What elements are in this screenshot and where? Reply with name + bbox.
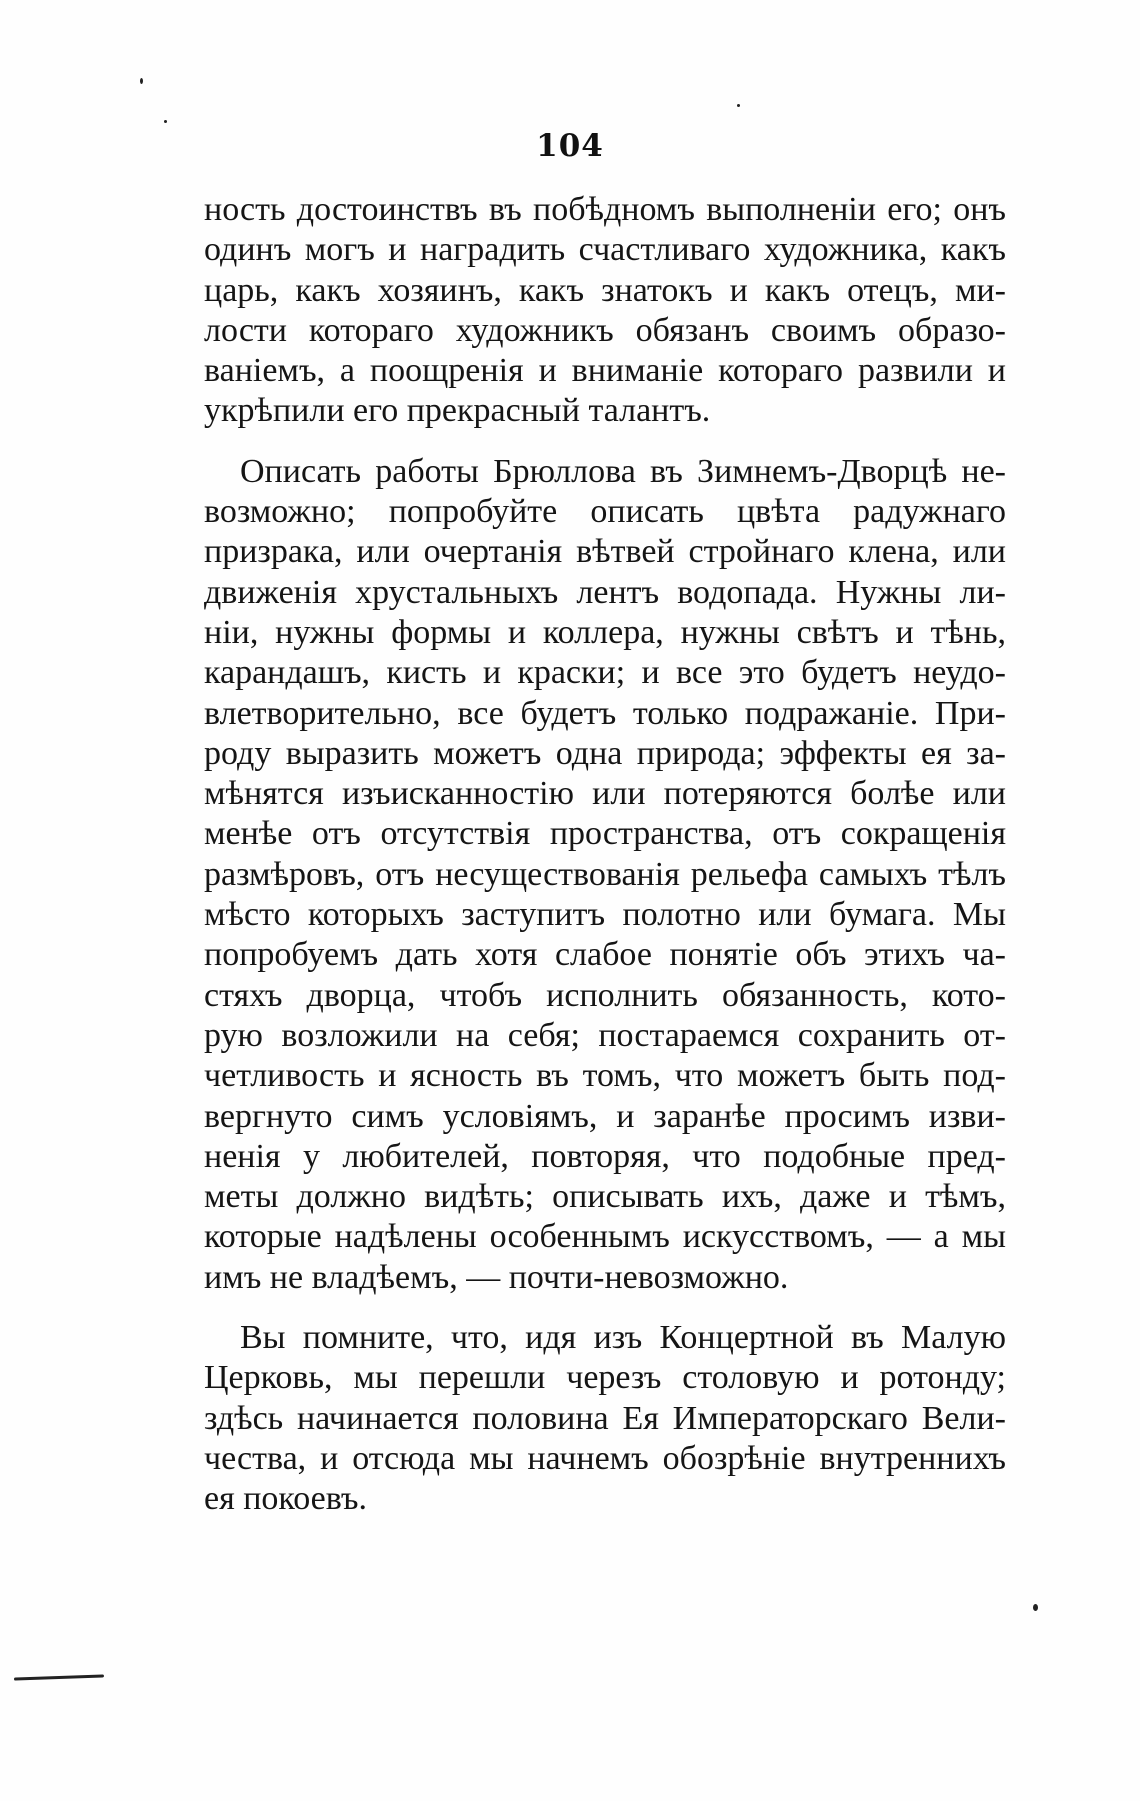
text-line: ненія у любителей, повторяя, что подобные пред- xyxy=(204,1137,1006,1175)
text-line: ея покоевъ. xyxy=(204,1480,368,1518)
text-line: укрѣпили его прекрасный талантъ. xyxy=(204,392,711,430)
text-line: имъ не владѣемъ, — почти-невозможно. xyxy=(204,1258,789,1296)
text-line: царь, какъ хозяинъ, какъ знатокъ и какъ отецъ, ми- xyxy=(204,271,1006,309)
margin-ink-mark xyxy=(14,1674,104,1680)
text-line: меты должно видѣть; описывать ихъ, даже и тѣмъ, xyxy=(204,1178,1006,1216)
text-line: роду выразить можетъ одна природа; эффекты ея за- xyxy=(204,734,1006,772)
text-line: карандашъ, кисть и краски; и все это будетъ неудо- xyxy=(204,654,1006,692)
text-line: четливость и ясность въ томъ, что можетъ быть под- xyxy=(204,1057,1006,1095)
text-line: одинъ могъ и наградить счастливаго художника, какъ xyxy=(204,231,1006,269)
text-line: мѣнятся изъисканностію или потеряются болѣе или xyxy=(204,775,1006,813)
paragraph-1 xyxy=(204,190,1006,432)
text-line: движенія хрустальныхъ лентъ водопада. Нужны ли- xyxy=(204,573,1006,611)
text-line: чества, и отсюда мы начнемъ обозрѣніе внутреннихъ xyxy=(204,1439,1006,1477)
text-line: менѣе отъ отсутствія пространства, отъ сокращенія xyxy=(204,815,1006,853)
text-line: мѣсто которыхъ заступитъ полотно или бумага. Мы xyxy=(204,896,1006,934)
ink-speck xyxy=(140,78,143,84)
text-line: ность достоинствъ въ побѣдномъ выполненіи его; онъ xyxy=(204,191,1006,228)
text-line: вергнуто симъ условіямъ, и заранѣе просимъ изви- xyxy=(204,1097,1006,1135)
text-line: здѣсь начинается половина Ея Императорскаго Вели- xyxy=(204,1399,1006,1437)
text-line: ніи, нужны формы и коллера, нужны свѣтъ и тѣнь, xyxy=(204,613,1006,651)
page-number: 104 xyxy=(536,128,604,164)
paragraph-2 xyxy=(204,452,1006,1298)
text-line: попробуемъ дать хотя слабое понятіе объ этихъ ча- xyxy=(204,936,1006,974)
ink-speck xyxy=(164,120,167,123)
text-line: влетворительно, все будетъ только подражаніе. При- xyxy=(204,694,1006,732)
text-line: рую возложили на себя; постараемся сохранить от- xyxy=(204,1016,1006,1054)
text-line: стяхъ дворца, чтобъ исполнить обязанность, кото- xyxy=(204,976,1006,1014)
text-line: лости котораго художникъ обязанъ своимъ образо- xyxy=(204,311,1006,349)
text-line: ваніемъ, а поощренія и вниманіе котораго развили и xyxy=(204,352,1006,390)
text-line: призрака, или очертанія вѣтвей стройнаго клена, или xyxy=(204,533,1006,571)
text-line: Описать работы Брюллова въ Зимнемъ-Дворцѣ не- xyxy=(240,452,1006,490)
paragraph-3 xyxy=(204,1318,1006,1519)
text-line: Церковь, мы перешли черезъ столовую и ротонду; xyxy=(204,1359,1006,1397)
ink-speck xyxy=(737,104,740,107)
ink-speck xyxy=(1033,1604,1038,1611)
text-line: которые надѣлены особеннымъ искусствомъ, — а мы xyxy=(204,1218,1006,1256)
text-line: размѣровъ, отъ несуществованія рельефа самыхъ тѣлъ xyxy=(204,855,1006,893)
text-line: возможно; попробуйте описать цвѣта радужнаго xyxy=(204,493,1006,531)
text-line: Вы помните, что, идя изъ Концертной въ Малую xyxy=(240,1319,1006,1357)
body-text xyxy=(204,190,1006,1520)
